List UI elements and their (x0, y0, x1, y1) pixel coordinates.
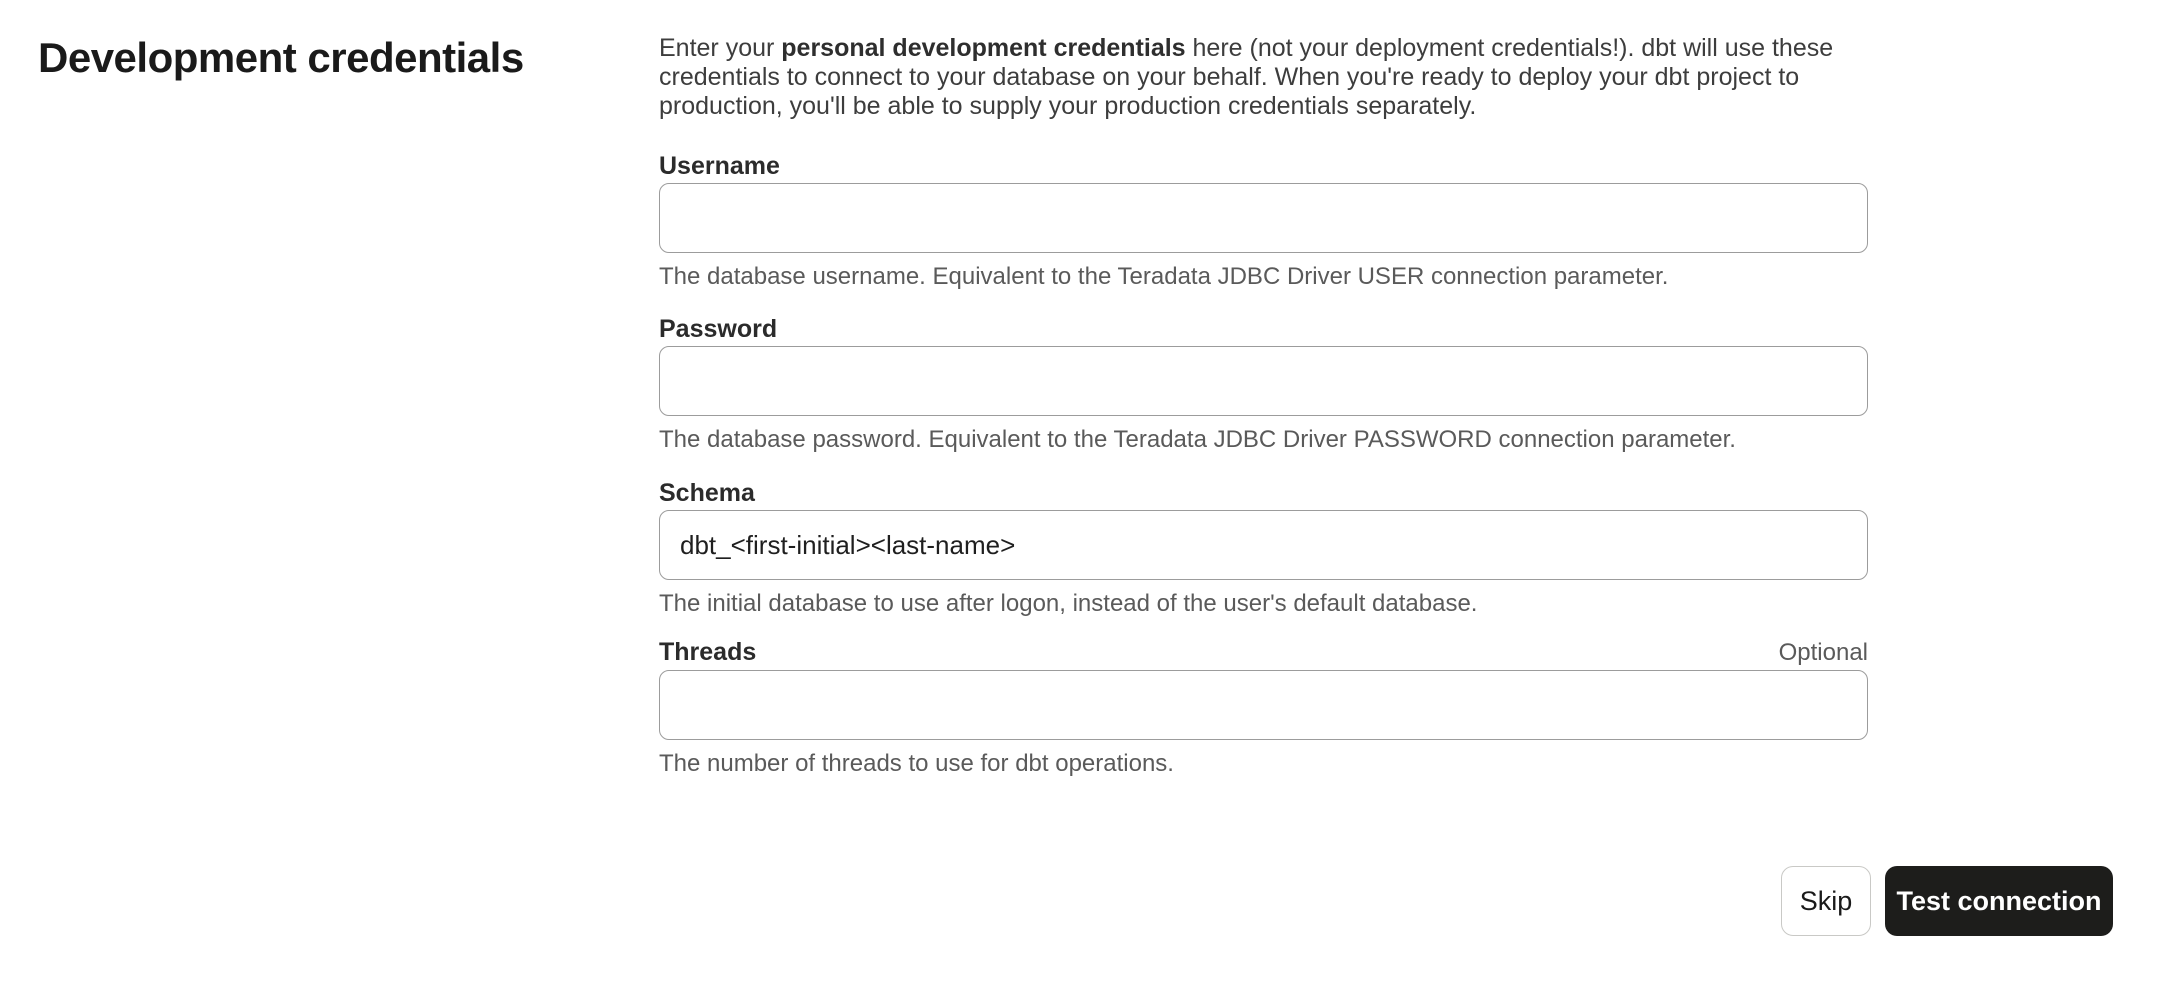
threads-help-text: The number of threads to use for dbt operations. (659, 750, 1174, 777)
username-label: Username (659, 152, 780, 180)
page-title: Development credentials (38, 34, 524, 81)
skip-button[interactable]: Skip (1781, 866, 1871, 936)
username-help-text: The database username. Equivalent to the Teradata JDBC Driver USER connection parameter. (659, 263, 1669, 290)
threads-input[interactable] (659, 670, 1868, 740)
schema-input[interactable] (659, 510, 1868, 580)
password-help-text: The database password. Equivalent to the Teradata JDBC Driver PASSWORD connection parameter. (659, 426, 1736, 453)
intro-part1: Enter your (659, 34, 782, 62)
threads-optional-badge: Optional (1778, 639, 1868, 666)
threads-label-row (659, 638, 1868, 667)
intro-text (659, 34, 1868, 121)
threads-field-group (659, 638, 1868, 778)
intro-emphasis: personal development credentials (781, 34, 1186, 62)
password-label: Password (659, 315, 778, 343)
password-input[interactable] (659, 346, 1868, 416)
intro-part2: here (not your deployment credentials!). dbt will use these credentials to connect to your database on your behalf. When you're ready to deploy your dbt project to production, you'll be able to supply your production credentials separately. (659, 34, 1834, 120)
credentials-form (659, 34, 1868, 814)
schema-help-text: The initial database to use after logon, instead of the user's default database. (659, 590, 1478, 617)
username-input[interactable] (659, 183, 1868, 253)
threads-label: Threads (659, 638, 757, 666)
test-connection-button[interactable]: Test connection (1885, 866, 2113, 936)
password-field-group (659, 315, 1868, 454)
schema-field-group (659, 479, 1868, 618)
username-field-group (659, 152, 1868, 291)
schema-label: Schema (659, 479, 755, 507)
